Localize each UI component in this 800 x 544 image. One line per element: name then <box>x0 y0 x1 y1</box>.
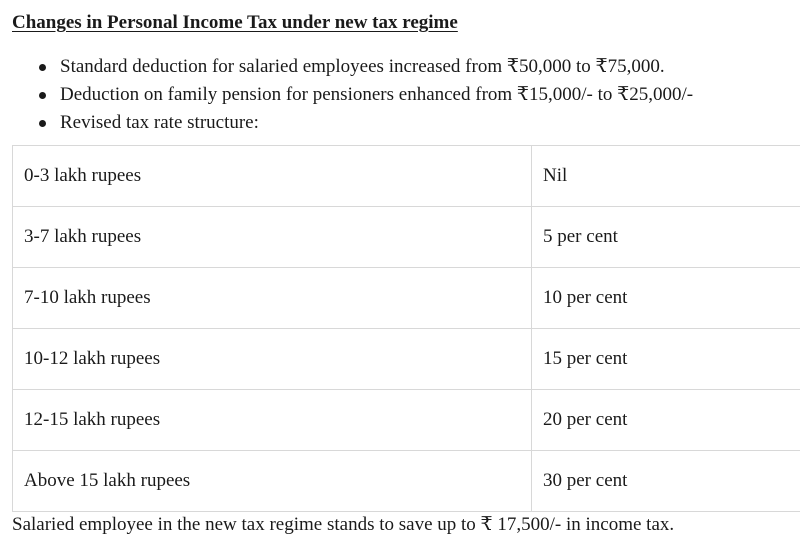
tax-rate-cell: 30 per cent <box>532 451 800 512</box>
bullet-list <box>0 53 693 137</box>
table-row <box>13 390 800 451</box>
bullet-item-standard-deduction <box>0 53 693 81</box>
income-slab-cell: 3-7 lakh rupees <box>13 207 532 268</box>
table-row <box>13 268 800 329</box>
bullet-text: Deduction on family pension for pensioners enhanced from ₹15,000/- to ₹25,000/- <box>60 84 694 105</box>
table-row <box>13 207 800 268</box>
bullet-dot-icon <box>39 120 46 127</box>
table-row <box>13 329 800 390</box>
tax-rate-cell: 15 per cent <box>532 329 800 390</box>
bullet-text: Revised tax rate structure: <box>60 112 259 133</box>
bullet-text: Standard deduction for salaried employees increased from ₹50,000 to ₹75,000. <box>60 56 665 77</box>
income-slab-cell: 0-3 lakh rupees <box>13 146 532 207</box>
table-row <box>13 451 800 512</box>
tax-rate-cell: 5 per cent <box>532 207 800 268</box>
page-title: Changes in Personal Income Tax under new tax regime <box>12 12 458 33</box>
tax-rate-cell: 20 per cent <box>532 390 800 451</box>
income-slab-cell: 10-12 lakh rupees <box>13 329 532 390</box>
bullet-dot-icon <box>39 92 46 99</box>
tax-rate-cell: Nil <box>532 146 800 207</box>
tax-rate-table <box>12 145 800 512</box>
income-slab-cell: 7-10 lakh rupees <box>13 268 532 329</box>
bullet-item-family-pension <box>0 81 693 109</box>
tax-rate-cell: 10 per cent <box>532 268 800 329</box>
savings-note: Salaried employee in the new tax regime stands to save up to ₹ 17,500/- in income tax. <box>12 514 675 535</box>
income-slab-cell: Above 15 lakh rupees <box>13 451 532 512</box>
table-row <box>13 146 800 207</box>
bullet-item-tax-structure <box>0 109 693 137</box>
bullet-dot-icon <box>39 64 46 71</box>
income-slab-cell: 12-15 lakh rupees <box>13 390 532 451</box>
